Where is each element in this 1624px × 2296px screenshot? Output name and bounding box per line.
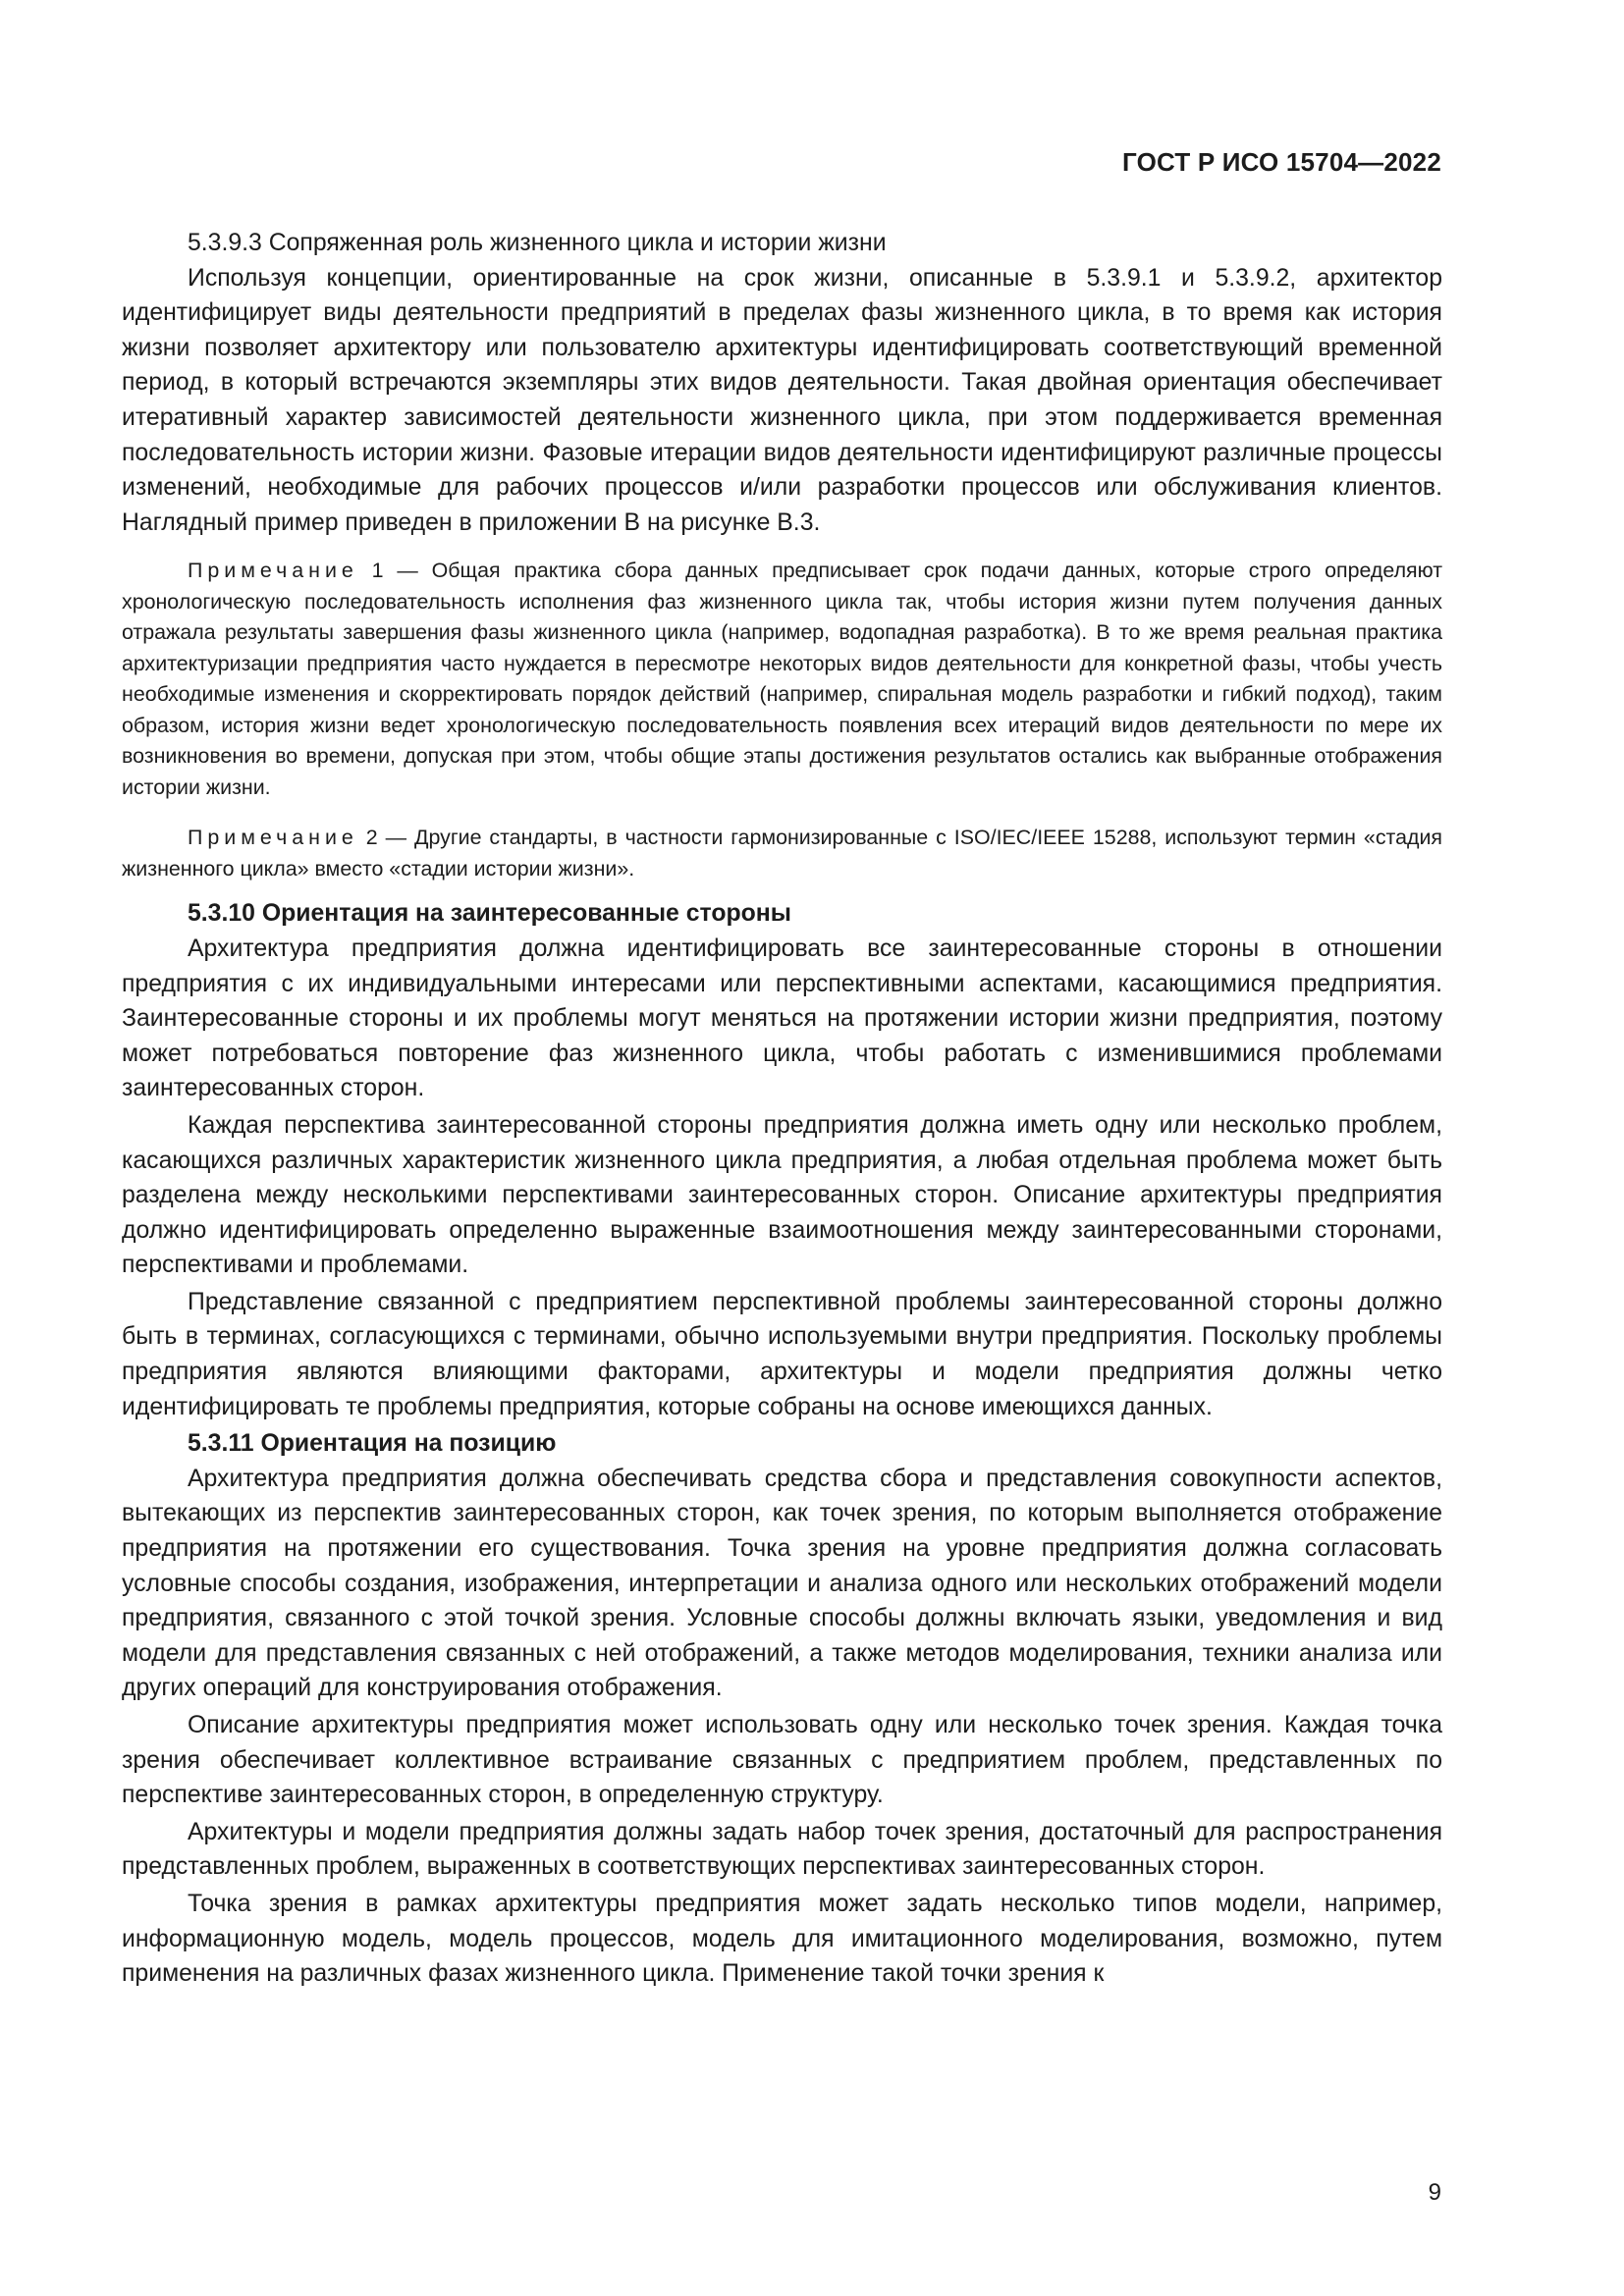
page-number: 9 xyxy=(1428,2179,1441,2206)
paragraph: Представление связанной с предприятием перспективной проблемы заинтересованной стороны должно быть в терминах, согласующихся с терминами, обычно используемыми внутри предприятия. Поскольку проблемы предприятия являются влияющими факторами, архитектуры и модели предприятия должны четко идентифицировать те проблемы предприятия, которые собраны на основе имеющихся данных. xyxy=(122,1288,1442,1420)
note-label: Примечание xyxy=(188,826,358,850)
note-2 xyxy=(122,823,1442,884)
note-text: 2 — Другие стандарты, в частности гармонизированные с ISO/IEC/IEEE 15288, используют термин «стадия жизненного цикла» вместо «стадии истории жизни». xyxy=(122,826,1442,881)
page-content xyxy=(122,226,1442,1994)
subsection-title-5-3-9-3: 5.3.9.3 Сопряженная роль жизненного цикла и истории жизни xyxy=(188,230,887,256)
document-header-id: ГОСТ Р ИСО 15704—2022 xyxy=(1121,147,1441,177)
note-text: 1 — Общая практика сбора данных предписывает срок подачи данных, которые строго определяют хронологическую последовательность исполнения фаз жизненного цикла так, чтобы история жизни путем получения данных отражала результаты завершения фазы жизненного цикла (например, водопадная разработка). В то же время реальная практика архитектуризации предприятия часто нуждается в пересмотре некоторых видов деятельности для конкретной фазы, чтобы учесть необходимые изменения и скорректировать порядок действий (например, спиральная модель разработки и гибкий подход), таким образом, история жизни ведет хронологическую последовательность появления всех итераций видов деятельности по мере их возникновения во времени, допуская при этом, чтобы общие этапы достижения результатов остались как выбранные отображения истории жизни. xyxy=(122,559,1442,799)
paragraph: Архитектура предприятия должна идентифицировать все заинтересованные стороны в отношении предприятия с их индивидуальными интересами или перспективными аспектами, касающимися предприятия. Заинтересованные стороны и их проблемы могут меняться на протяжении истории жизни предприятия, поэтому может потребоваться повторение фаз жизненного цикла, чтобы работать с изменившимися проблемами заинтересованных сторон. xyxy=(122,934,1442,1102)
paragraph: Точка зрения в рамках архитектуры предприятия может задать несколько типов модели, например, информационную модель, модель процессов, модель для имитационного моделирования, возможно, путем применения на различных фазах жизненного цикла. Применение такой точки зрения к xyxy=(122,1890,1442,1988)
paragraph: Каждая перспектива заинтересованной стороны предприятия должна иметь одну или несколько проблем, касающихся различных характеристик жизненного цикла предприятия, а любая отдельная проблема может быть разделена между несколькими перспективами заинтересованных сторон. Описание архитектуры предприятия должно идентифицировать определенно выраженные взаимоотношения между заинтересованными сторонами, перспективами и проблемами. xyxy=(122,1111,1442,1279)
paragraph: Архитектуры и модели предприятия должны задать набор точек зрения, достаточный для распространения представленных проблем, выраженных в соответствующих перспективах заинтересованных сторон. xyxy=(122,1818,1442,1881)
paragraph: Используя концепции, ориентированные на срок жизни, описанные в 5.3.9.1 и 5.3.9.2, архитектор идентифицирует виды деятельности предприятий в пределах фазы жизненного цикла, в то время как история жизни позволяет архитектору или пользователю архитектуры идентифицировать соответствующий временной период, в который встречаются экземпляры этих видов деятельности. Такая двойная ориентация обеспечивает итеративный характер зависимостей деятельности жизненного цикла, при этом поддерживается временная последовательность истории жизни. Фазовые итерации видов деятельности идентифицируют различные процессы изменений, необходимые для рабочих процессов и/или разработки процессов или обслуживания клиентов. Наглядный пример приведен в приложении В на рисунке В.3. xyxy=(122,264,1442,536)
section-title-5-3-10: 5.3.10 Ориентация на заинтересованные стороны xyxy=(188,900,791,928)
paragraph: Архитектура предприятия должна обеспечивать средства сбора и представления совокупности аспектов, вытекающих из перспектив заинтересованных сторон, как точек зрения, по которым выполняется отображение предприятия на протяжении его существования. Точка зрения на уровне предприятия должна согласовать условные способы создания, изображения, интерпретации и анализа одного или нескольких отображений модели предприятия, связанного с этой точкой зрения. Условные способы должны включать языки, уведомления и вид модели для представления связанных с ней отображений, а также методов моделирования, техники анализа или других операций для конструирования отображения. xyxy=(122,1465,1442,1702)
paragraph: Описание архитектуры предприятия может использовать одну или несколько точек зрения. Каждая точка зрения обеспечивает коллективное встраивание связанных с предприятием проблем, представленных по перспективе заинтересованных сторон, в определенную структуру. xyxy=(122,1712,1442,1809)
note-label: Примечание xyxy=(188,559,358,583)
section-title-5-3-11: 5.3.11 Ориентация на позицию xyxy=(188,1430,557,1458)
note-1 xyxy=(122,556,1442,803)
